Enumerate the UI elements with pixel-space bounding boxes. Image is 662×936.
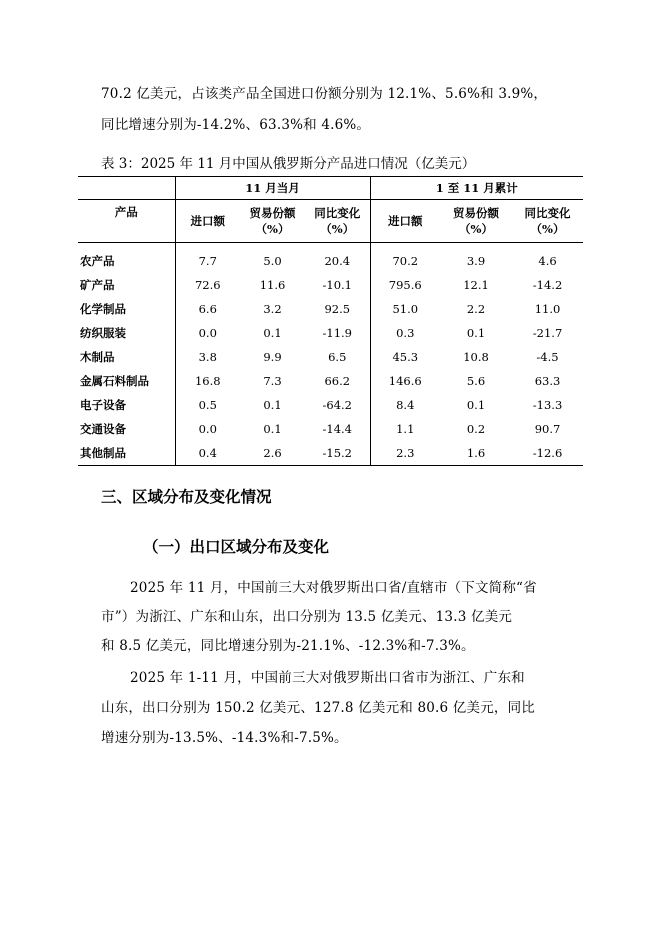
cum-import: 146.6	[370, 369, 440, 393]
month-share: 2.6	[240, 441, 305, 466]
month-share: 0.1	[263, 398, 282, 412]
cum-import: 1.1	[370, 417, 440, 441]
col-header-cum-import: 进口额	[370, 200, 440, 243]
month-yoy: 66.2	[324, 374, 351, 388]
table-row	[78, 243, 583, 274]
month-share: 5.0	[263, 254, 282, 268]
paragraph-1-line-3: 和 8.5 亿美元，同比增速分别为-21.1%、-12.3%和-7.3%。	[101, 638, 475, 654]
cum-share: 1.6	[440, 441, 512, 466]
cum-import: 70.2	[370, 243, 440, 274]
table-row	[78, 393, 583, 417]
cum-share: 2.2	[466, 302, 486, 316]
product-name: 金属石料制品	[80, 374, 149, 388]
month-yoy: -11.9	[322, 326, 352, 340]
table-column-header	[78, 200, 583, 243]
month-yoy: -15.2	[305, 441, 370, 466]
col-header-month-yoy: 同比变化 （%）	[305, 200, 370, 243]
month-import: 0.4	[175, 441, 240, 466]
month-yoy: -10.1	[322, 278, 352, 292]
subsection-heading: （一）出口区域分布及变化	[143, 537, 330, 556]
cum-import: 45.3	[370, 345, 440, 369]
month-yoy: -64.2	[322, 398, 352, 412]
col-header-month-share: 贸易份额 （%）	[240, 200, 305, 243]
month-share: 7.3	[263, 374, 282, 388]
month-share: 3.2	[263, 302, 282, 316]
cum-yoy: 90.7	[534, 422, 561, 436]
product-name: 矿产品	[80, 278, 115, 292]
intro-line-2: 同比增速分别为-14.2%、63.3%和 4.6%。	[101, 117, 371, 133]
cum-import: 0.3	[370, 321, 440, 345]
cum-share: 0.1	[466, 326, 486, 340]
cum-share: 10.8	[463, 350, 489, 364]
cum-share: 0.2	[466, 422, 486, 436]
table-row	[78, 321, 583, 345]
cum-import: 795.6	[370, 273, 440, 297]
group-header-month: 11 月当月	[175, 177, 370, 200]
cum-yoy: -13.3	[532, 398, 563, 412]
cum-yoy: -12.6	[512, 441, 583, 466]
product-name: 农产品	[80, 254, 115, 268]
cum-import: 51.0	[370, 297, 440, 321]
cum-import: 2.3	[370, 441, 440, 466]
month-share: 0.1	[263, 422, 282, 436]
paragraph-2-line-1: 2025 年 1-11 月，中国前三大对俄罗斯出口省市为浙江、广东和	[130, 670, 525, 686]
table-caption: 表 3：2025 年 11 月中国从俄罗斯分产品进口情况（亿美元）	[101, 156, 476, 172]
product-name: 交通设备	[80, 422, 126, 436]
cum-share: 0.1	[466, 398, 486, 412]
product-name: 其他制品	[78, 441, 175, 466]
import-table	[78, 176, 583, 466]
month-share: 0.1	[263, 326, 282, 340]
group-header-cumulative: 1 至 11 月累计	[370, 177, 583, 200]
month-yoy: 20.4	[324, 254, 351, 268]
month-share: 9.9	[263, 350, 282, 364]
paragraph-1-line-2: 市”）为浙江、广东和山东，出口分别为 13.5 亿美元、13.3 亿美元	[101, 609, 513, 625]
month-import: 3.8	[175, 345, 240, 369]
col-header-month-import: 进口额	[175, 200, 240, 243]
table-row	[78, 417, 583, 441]
cum-yoy: 4.6	[538, 254, 557, 268]
month-import: 6.6	[175, 297, 240, 321]
product-name: 化学制品	[80, 302, 126, 316]
cum-yoy: -14.2	[532, 278, 563, 292]
table-row	[78, 273, 583, 297]
table-row	[78, 297, 583, 321]
col-header-product: 产品	[78, 200, 175, 243]
paragraph-1-line-1: 2025 年 11 月，中国前三大对俄罗斯出口省/直辖市（下文简称“省	[130, 580, 537, 596]
table-row	[78, 369, 583, 393]
cum-yoy: 11.0	[534, 302, 561, 316]
month-share: 11.6	[259, 278, 286, 292]
month-yoy: -14.4	[322, 422, 352, 436]
paragraph-2-line-2: 山东，出口分别为 150.2 亿美元、127.8 亿美元和 80.6 亿美元，同比	[101, 700, 536, 716]
month-import: 0.0	[175, 417, 240, 441]
cum-import: 8.4	[370, 393, 440, 417]
col-header-cum-share: 贸易份额 （%）	[440, 200, 512, 243]
table-row	[78, 441, 583, 466]
intro-line-1: 70.2 亿美元，占该类产品全国进口份额分别为 12.1%、5.6%和 3.9%，	[101, 86, 548, 102]
month-import: 16.8	[175, 369, 240, 393]
table-row	[78, 345, 583, 369]
month-yoy: 92.5	[324, 302, 351, 316]
cum-yoy: -4.5	[536, 350, 559, 364]
month-import: 72.6	[175, 273, 240, 297]
month-import: 0.5	[175, 393, 240, 417]
cum-share: 5.6	[466, 374, 486, 388]
month-import: 7.7	[175, 243, 240, 274]
col-header-cum-yoy: 同比变化 （%）	[512, 200, 583, 243]
table-group-header	[78, 177, 583, 200]
month-import: 0.0	[175, 321, 240, 345]
section-heading: 三、区域分布及变化情况	[101, 487, 272, 506]
cum-yoy: 63.3	[534, 374, 561, 388]
cum-share: 3.9	[466, 254, 486, 268]
paragraph-2-line-3: 增速分别为-13.5%、-14.3%和-7.5%。	[101, 730, 348, 746]
product-name: 木制品	[80, 350, 115, 364]
product-name: 纺织服装	[80, 326, 126, 340]
cum-share: 12.1	[463, 278, 489, 292]
month-yoy: 6.5	[328, 350, 347, 364]
cum-yoy: -21.7	[532, 326, 563, 340]
product-name: 电子设备	[80, 398, 126, 412]
